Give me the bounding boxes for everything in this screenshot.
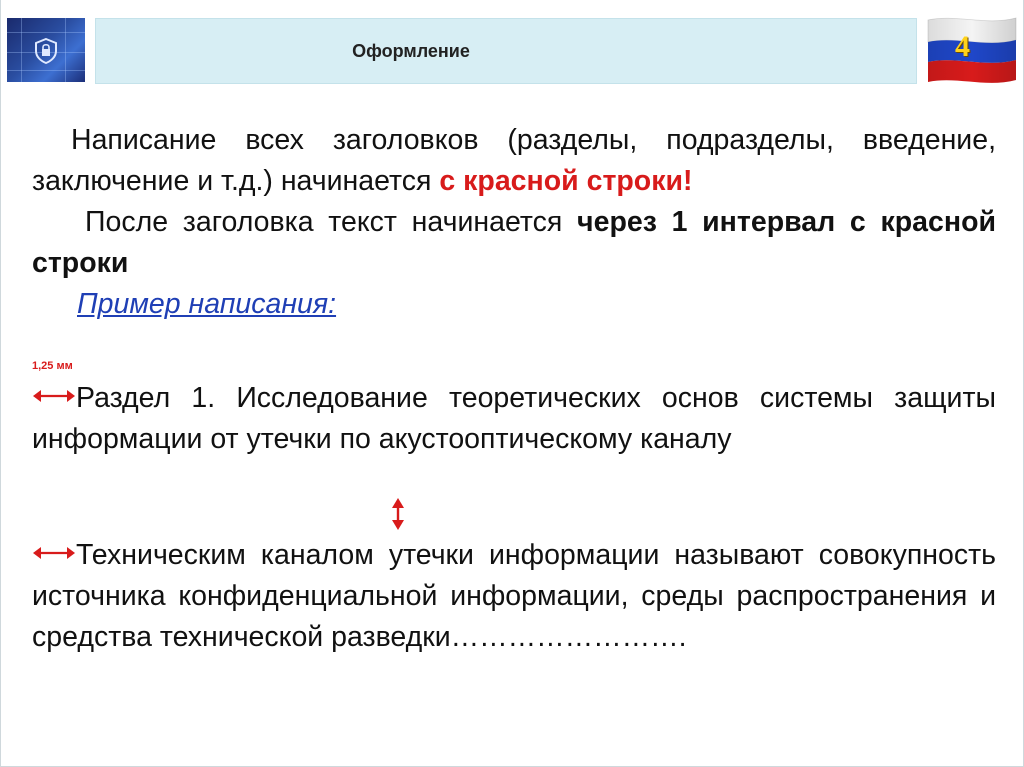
example-section-heading — [32, 378, 996, 460]
section-heading-text: Раздел 1. Исследование теоретических основ системы защиты информации от утечки по акустооптическому каналу — [32, 382, 996, 455]
example-link[interactable]: Пример написания: — [77, 288, 337, 320]
slide-number: 4 — [955, 30, 970, 63]
russian-flag-icon — [926, 14, 1018, 86]
paragraph-headings-rule — [32, 120, 996, 202]
body-paragraph-text: Техническим каналом утечки информации называют совокупность источника конфиденциальной информации, среды распространения и средства технической разведки……………………. — [32, 539, 996, 653]
example-line — [32, 284, 996, 325]
body-paragraph — [32, 535, 996, 658]
paragraph-interval-rule — [32, 202, 996, 284]
lock-icon — [34, 38, 58, 64]
paragraph-text: Написание всех заголовков (разделы, подразделы, введение, заключение и т.д.) начинается — [32, 124, 996, 197]
red-line-highlight: с красной строки! — [439, 165, 693, 197]
double-arrow-horizontal-icon — [32, 544, 76, 562]
double-arrow-horizontal-icon — [32, 387, 76, 405]
indent-size-label: 1,25 мм — [32, 360, 73, 372]
example-body-text — [32, 535, 996, 658]
double-arrow-vertical-icon — [390, 497, 406, 531]
main-content — [32, 120, 996, 325]
interval-bold-text: через 1 интервал с красной строки — [32, 206, 996, 279]
header-bar — [95, 18, 917, 84]
security-shield-icon — [7, 18, 85, 82]
section-heading-paragraph — [32, 378, 996, 460]
page-title: Оформление — [352, 40, 470, 61]
paragraph-text: После заголовка текст начинается — [85, 206, 578, 238]
